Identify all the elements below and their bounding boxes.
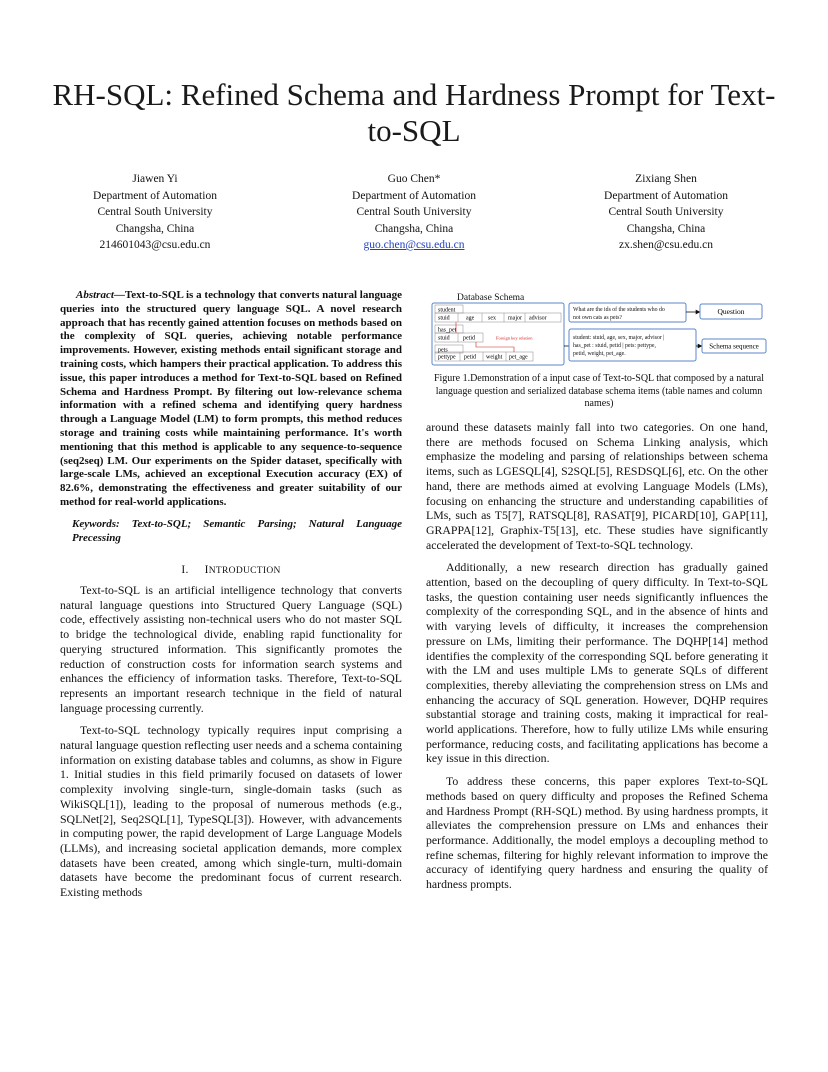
author-city: Changsha, China [626,222,706,235]
author-city: Changsha, China [374,222,454,235]
column-cell: petid [463,335,475,342]
author-email: 214601043@csu.edu.cn [99,239,211,251]
keywords [72,518,402,546]
keywords-text: Text-to-SQL; Semantic Parsing; Natural Language Precessing [72,517,402,544]
question-label: Question [717,307,745,316]
column-cell: age [466,315,475,322]
author-university: Central South University [356,206,472,218]
table-name: student [438,307,456,314]
keywords-label: Keywords: [72,517,120,530]
body-paragraph: around these datasets mainly fall into two categories. On one hand, there are methods focused on Schema Linking analysis, which emphasize the modeling and parsing of relationships between schema items, such as LGESQL[4], S2SQL[5], RESDSQL[6], etc. On the other hand, there are methods aimed at evolving Language Models (LMs), focusing on enhancing the structure and understanding capabilities of LMs, such as T5[7], RATSQL[8], RASAT[9], PICARD[10], GAP[11], GRAPPA[12], Graphix-T5[13], etc. These studies have significantly accelerated the development of Text-to-SQL technology. [426,420,768,552]
column-cell: sex [488,315,496,322]
author-email-link[interactable]: guo.chen@csu.edu.cn [363,239,465,251]
body-paragraph: To address these concerns, this paper explores Text-to-SQL methods based on query difficulty and proposes the Refined Schema and Hardness Prompt (RH-SQL) method. By using hardness prompts, it alleviates the comprehension pressure on LMs and enhances their performance. Additionally, the model employs a decoupling method to refine schemas, filtering for highly relevant information to improve the accuracy of identifying query hardness and ensuring the quality of hardness prompts. [426,774,768,892]
paper-title: RH-SQL: Refined Schema and Hardness Prompt for Text-to-SQL [52,77,776,148]
sequence-text: student: stuid, age, sex, major, advisor | has_pet : stuid, petid | pets: pettype, petid, weight, pet_age. [573,335,665,357]
column-cell: major [508,315,522,322]
body-paragraph: Text-to-SQL technology typically requires input comprising a natural language question reflecting user needs and a schema containing information on existing database tables and columns, as show in Figure 1. Initial studies in this field primarily focused on datasets of lower complexity involving single-turn, single-domain tasks (such as WikiSQL[1]), leading to the proposal of numerous methods (e.g., SQLNet[2], Seq2SQL[1], TypeSQL[3]). However, with advancements in computing power, the rapid development of Large Language Models (LLMs), and increasing societal application demands, more complex datasets have been created, among which single-turn, multi-domain datasets have become the predominant focus of current research. Existing methods [60,723,402,900]
author-name: Guo Chen* [387,173,441,185]
column-cell: pet_age [509,354,528,361]
foreign-key-label: Foreign key relation [496,335,533,341]
author-block [40,171,270,254]
abstract-text: —Text-to-SQL is a technology that converts natural language queries into the structured query language SQL. A novel research approach that has recently gained attention focuses on methods based on the complexity of SQL queries, achieving notable performance improvements. However, existing methods entail significant storage and training costs, which hampers their practical application. To address this issue, this paper introduces a method for Text-to-SQL based on Refined Schema and Hardness Prompt. By filtering out low-relevance schema information with a refined schema and identifying query hardness through a Language Model (LM) to form prompts, this method reduces storage and training costs while maintaining performance. It's worth mentioning that this method is applicable to any sequence-to-sequence (seq2seq) LM. Our experiments on the Spider dataset, specifically with large-scale LMs, achieved an exceptional Execution accuracy (EX) of 82.6%, demonstrating the effectiveness and greater suitability of our method for real-world applications. [60,289,402,508]
foreign-key-arrow [476,342,514,352]
author-name: Zixiang Shen [635,173,697,185]
column-cell: stuid [438,335,450,342]
column-cell: weight [486,354,503,361]
abstract [60,289,402,510]
left-column [60,289,402,908]
author-department: Department of Automation [604,189,728,202]
column-cell: stuid [438,315,450,322]
author-university: Central South University [97,206,213,218]
table-name: pets [438,347,448,354]
author-department: Department of Automation [93,189,217,202]
author-name: Jiawen Yi [132,173,178,185]
body-paragraph: Additionally, a new research direction has gradually gained attention, based on the decoupling of query difficulty. In Text-to-SQL tasks, the question containing user needs significantly influences the complexity of the corresponding SQL, and in the absence of hints and with varying levels of difficulty, it increases the comprehension pressure on LMs, limiting their performance. The DQHP[14] method identifies the complexity of the corresponding SQL before generating it with the LM and uses multiple LMs to generate SQLs of different complexities, thereby alleviating the comprehension stress on LMs and enhancing the accuracy of SQL generation. However, DQHP requires substantial storage and training costs, making it impractical for real-world applications. Therefore, how to fully utilize LMs while ensuring performance, reducing costs, and facilitating applications has become a key issue in this direction. [426,560,768,766]
body-paragraph: Text-to-SQL is an artificial intelligence technology that converts natural language questions into Structured Query Language (SQL) code, effectively assisting non-technical users who do not master SQL to bridge the technological divide, enabling rapid functionality for querying structured information. This significantly promotes the reduction of construction costs for information search systems and enhances the efficiency of information tasks. Therefore, Text-to-SQL represents an important research technique in the field of natural language processing currently. [60,583,402,715]
author-block [551,171,781,254]
sequence-label: Schema sequence [709,342,759,351]
author-university: Central South University [608,206,724,218]
abstract-label: Abstract [76,289,114,301]
author-city: Changsha, China [115,222,195,235]
author-department: Department of Automation [352,189,476,202]
table-name: has_pet [438,327,457,334]
author-block [299,171,529,254]
figure-caption: Figure 1.Demonstration of a input case of Text-to-SQL that composed by a natural language question and serialized database schema items (table names and column names) [433,373,765,409]
section-title-initial: I [204,564,209,577]
section-title-rest: NTRODUCTION [208,566,281,577]
right-column [426,420,768,900]
section-heading-introduction [60,563,402,579]
column-cell: pettype [438,354,456,361]
schema-title: Database Schema [457,293,525,303]
question-text: What are the ids of the students who do not own cats as pets? [573,307,665,321]
section-number: I. [181,564,189,577]
author-email: zx.shen@csu.edu.cn [619,239,713,251]
column-cell: advisor [529,315,547,322]
column-cell: petid [464,354,476,361]
